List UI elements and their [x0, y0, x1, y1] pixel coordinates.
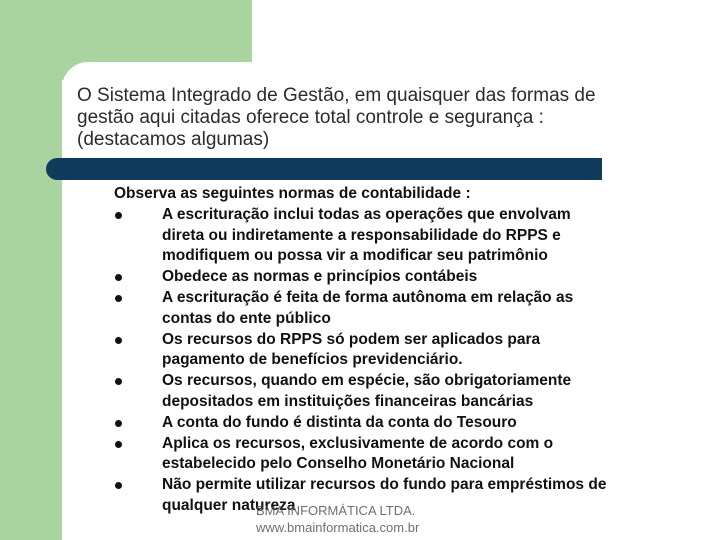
slide-title-line: (destacamos algumas) [77, 129, 270, 150]
bullet-icon [115, 274, 122, 281]
footer-website: www.bmainformatica.com.br [256, 520, 420, 535]
slide-title-line: O Sistema Integrado de Gestão, em quaisquer das formas de [77, 85, 596, 106]
list-item-line: Os recursos, quando em espécie, são obrigatoriamente [162, 372, 572, 390]
bullet-icon [115, 420, 122, 427]
list-item-line: direta ou indiretamente a responsabilidade do RPPS e [162, 226, 561, 244]
decorative-left-strip [0, 0, 62, 540]
list-item-line: Não permite utilizar recursos do fundo para empréstimos de [162, 476, 607, 494]
list-item-line: pagamento de benefícios previdenciário. [162, 351, 463, 369]
list-item-line: Aplica os recursos, exclusivamente de acordo com o [162, 434, 554, 452]
list-item [114, 434, 714, 476]
bullet-icon [115, 482, 122, 489]
list-item-line: A escrituração inclui todas as operações que envolvam [162, 205, 571, 223]
list-item [114, 330, 714, 372]
list-item [114, 205, 714, 267]
list-item-line: depositados em instituições financeiras bancárias [162, 392, 534, 410]
list-item-line: contas do ente público [162, 309, 331, 327]
intro-text: Observa as seguintes normas de contabilidade : [114, 185, 471, 202]
list-item [114, 288, 714, 330]
slide-body [114, 184, 714, 517]
bullet-icon [115, 212, 122, 219]
list-item-line: A conta do fundo é distinta da conta do Tesouro [162, 413, 517, 431]
slide-title-line: gestão aqui citadas oferece total controle e segurança : [77, 107, 544, 128]
title-divider-bar [62, 158, 602, 180]
list-item-line: Obedece as normas e princípios contábeis [162, 268, 478, 286]
slide-footer [256, 502, 456, 536]
bullet-icon [115, 378, 122, 385]
slide-title [77, 85, 697, 151]
list-item [114, 371, 714, 413]
list-item-line: qualquer natureza [162, 496, 296, 514]
list-item [114, 413, 714, 434]
bullet-icon [115, 337, 122, 344]
list-item-line: modifiquem ou possa vir a modificar seu patrimônio [162, 247, 548, 265]
bullet-icon [115, 295, 122, 302]
list-item-line: estabelecido pelo Conselho Monetário Nacional [162, 455, 515, 473]
footer-company: BMA INFORMÁTICA LTDA. [256, 503, 416, 518]
list-item-line: Os recursos do RPPS só podem ser aplicados para [162, 330, 541, 348]
list-item [114, 267, 714, 288]
bullet-icon [115, 441, 122, 448]
list-item-line: A escrituração é feita de forma autônoma em relação as [162, 288, 574, 306]
